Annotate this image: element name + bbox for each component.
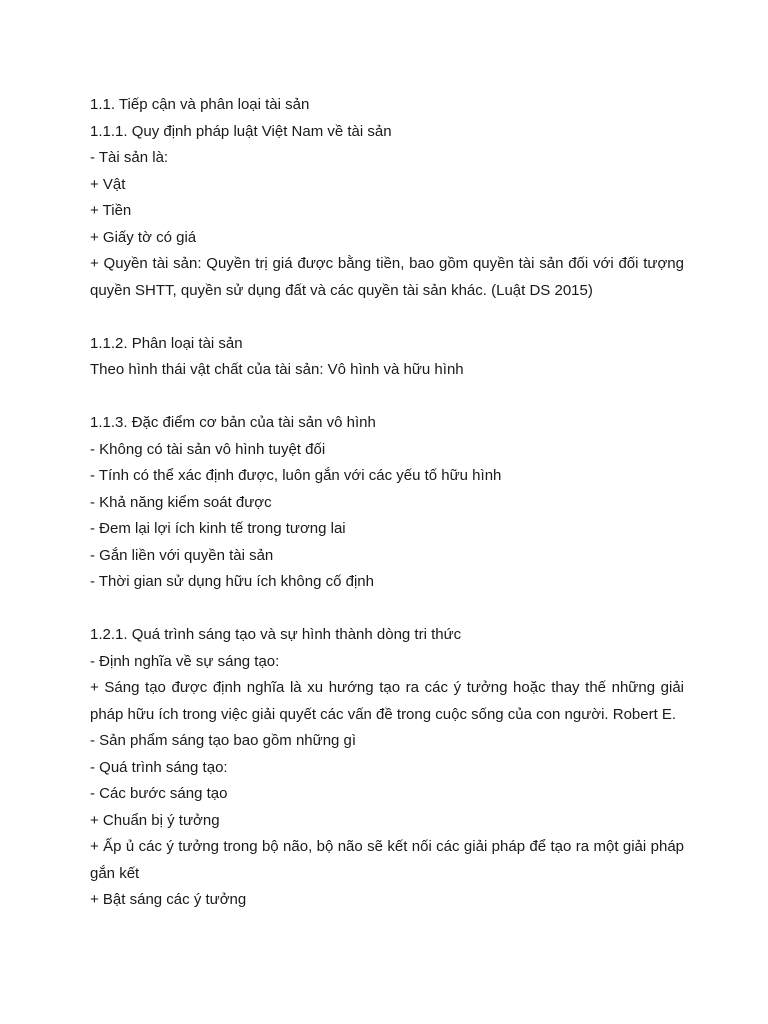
text-line: - Không có tài sản vô hình tuyệt đối <box>90 440 326 458</box>
blank-line <box>90 384 684 411</box>
heading-1-2-1: 1.2.1. Quá trình sáng tạo và sự hình thành dòng tri thức <box>90 626 462 643</box>
text-line: - Tài sản là: <box>90 149 169 166</box>
text-line: - Các bước sáng tạo <box>90 785 228 802</box>
text-line: + Chuẩn bị ý tưởng <box>90 811 220 829</box>
text-line: - Tính có thể xác định được, luôn gắn với các yếu tố hữu hình <box>90 467 502 484</box>
blank-line <box>90 304 684 331</box>
text-line: - Định nghĩa về sự sáng tạo: <box>90 652 280 670</box>
text-line: - Gắn liền với quyền tài sản <box>90 546 274 564</box>
text-line: - Khả năng kiểm soát được <box>90 493 272 511</box>
text-line: - Đem lại lợi ích kinh tế trong tương lai <box>90 520 346 537</box>
blank-line <box>90 596 684 623</box>
text-line: - Thời gian sử dụng hữu ích không cố định <box>90 573 374 590</box>
heading-1-1-2: 1.1.2. Phân loại tài sản <box>90 334 243 352</box>
heading-1-1-3: 1.1.3. Đặc điểm cơ bản của tài sản vô hình <box>90 414 376 431</box>
paragraph: + Quyền tài sản: Quyền trị giá được bằng tiền, bao gồm quyền tài sản đối với đối tượng quyền SHTT, quyền sử dụng đất và các quyền tài sản khác. (Luật DS 2015) <box>90 255 684 299</box>
text-line: - Quá trình sáng tạo: <box>90 758 228 776</box>
paragraph: + Sáng tạo được định nghĩa là xu hướng tạo ra các ý tưởng hoặc thay thế những giải pháp hữu ích trong việc giải quyết các vấn đề trong cuộc sống của con người. Robert E. <box>90 679 684 723</box>
paragraph: + Ấp ủ các ý tưởng trong bộ não, bộ não sẽ kết nối các giải pháp để tạo ra một giải pháp gắn kết <box>90 838 684 882</box>
text-line: - Sản phẩm sáng tạo bao gồm những gì <box>90 732 357 749</box>
text-line: + Vật <box>90 175 126 193</box>
heading-1-1: 1.1. Tiếp cận và phân loại tài sản <box>90 96 310 113</box>
text-line: + Tiền <box>90 202 132 219</box>
text-line: + Giấy tờ có giá <box>90 228 197 246</box>
text-line: + Bật sáng các ý tưởng <box>90 891 247 908</box>
text-line: Theo hình thái vật chất của tài sản: Vô hình và hữu hình <box>90 361 464 378</box>
heading-1-1-1: 1.1.1. Quy định pháp luật Việt Nam về tài sản <box>90 122 392 140</box>
